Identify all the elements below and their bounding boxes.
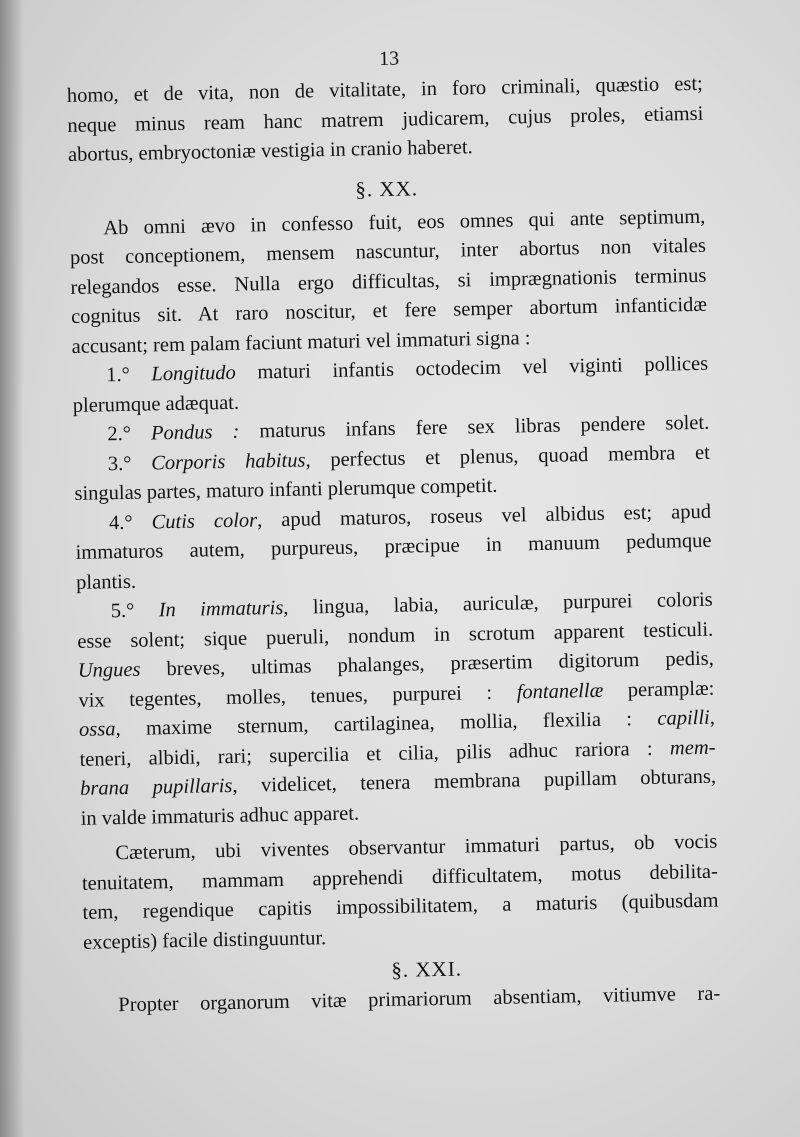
item-text: , perfectus et plenus, quoad membra et <box>305 441 711 471</box>
item-number: 5.° <box>110 599 135 623</box>
item-number: 2.° <box>107 422 132 446</box>
page-shadow <box>0 0 24 1137</box>
page-number: 13 <box>378 47 400 70</box>
text-line: esse solent; sique pueruli, nondum in scrotum apparent testiculi. <box>77 618 714 653</box>
item-text: , lingua, labia, auriculæ, purpurei coloris <box>283 588 713 619</box>
item-text: breves, ultimas phalanges, præsertim digitorum pedis, <box>140 647 714 681</box>
item-term: capilli <box>657 706 710 730</box>
item-number: 4.° <box>108 511 133 534</box>
item-text: , videlicet, tenera membrana pupillam obturans, <box>232 765 717 797</box>
text-line: immaturos autem, purpureus, præcipue in manuum pedumque <box>75 529 712 564</box>
text-line: exceptis) facile distinguuntur. <box>82 926 327 954</box>
text-line: plerumque adæquat. <box>72 391 240 417</box>
text-line: post conceptionem, mensem nascuntur, inter abortus non vitales <box>69 234 707 269</box>
item-term: Corporis habitus <box>151 448 306 474</box>
item-number: 1.° <box>106 363 130 387</box>
item-number: 3.° <box>107 452 132 475</box>
section-heading-xx: §. XX. <box>355 175 419 201</box>
item-term: In immaturis <box>158 596 284 622</box>
text-line: cognitus sit. At raro noscitur, et fere semper abortum infanticidæ <box>70 293 708 328</box>
text-line: relegandos esse. Nulla ergo difficultas, si imprægnationis terminus <box>70 264 707 299</box>
item-text: , maxime sternum, cartilaginea, mollia, flexilia : <box>115 707 658 741</box>
text-line: Cæterum, ubi viventes observantur immaturi partus, ob vocis <box>115 830 718 865</box>
item-text: maturi infantis octodecim vel viginti pollices <box>235 352 709 384</box>
text-line: Ab omni ævo in confesso fuit, eos omnes qui ante septimum, <box>103 205 706 239</box>
text-line: singulas partes, maturo infanti plerumque competit. <box>74 474 498 505</box>
text-line: tenuitatem, mammam apprehendi difficultatem, motus debilita- <box>81 860 719 895</box>
text-line: neque minus ream hanc matrem judicarem, cujus proles, etiamsi <box>67 102 704 137</box>
item-text: teneri, albidi, rari; supercilia et cilia, pilis adhuc rariora : <box>79 737 671 771</box>
item-text: maturus infans fere sex libras pendere solet. <box>239 411 710 443</box>
item-term: Pondus : <box>150 420 240 445</box>
text-line: plantis. <box>75 570 137 594</box>
item-term: Longitudo <box>151 361 236 386</box>
text-line: in valde immaturis adhuc apparet. <box>80 802 360 830</box>
item-text: peramplæ: <box>603 677 715 702</box>
text-line: tem, regendique capitis impossibilitatem, a maturis (quibusdam <box>82 889 719 924</box>
text-line: Propter organorum vitæ primariorum absentiam, vitiumve ra- <box>118 982 721 1017</box>
item-term: brana pupillaris <box>79 774 233 800</box>
text-line: abortus, embryoctoniæ vestigia in cranio haberet. <box>67 136 473 166</box>
item-term: ossa <box>78 718 116 741</box>
item-text: , <box>709 706 716 729</box>
item-term: Ungues <box>77 658 141 682</box>
item-text: vix tegentes, molles, tenues, purpurei : <box>78 680 517 712</box>
section-heading-xxi: §. XXI. <box>391 956 463 982</box>
item-text: , apud maturos, roseus vel albidus est; apud <box>256 500 712 531</box>
text-block <box>66 40 720 1022</box>
item-term: fontanellæ <box>516 679 604 703</box>
item-term: mem- <box>669 736 716 760</box>
text-line: accusant; rem palam faciunt maturi vel immaturi signa : <box>71 326 531 358</box>
item-term: Cutis color <box>151 508 258 533</box>
text-line: homo, et de vita, non de vitalitate, in foro criminali, quæstio est; <box>66 72 703 107</box>
